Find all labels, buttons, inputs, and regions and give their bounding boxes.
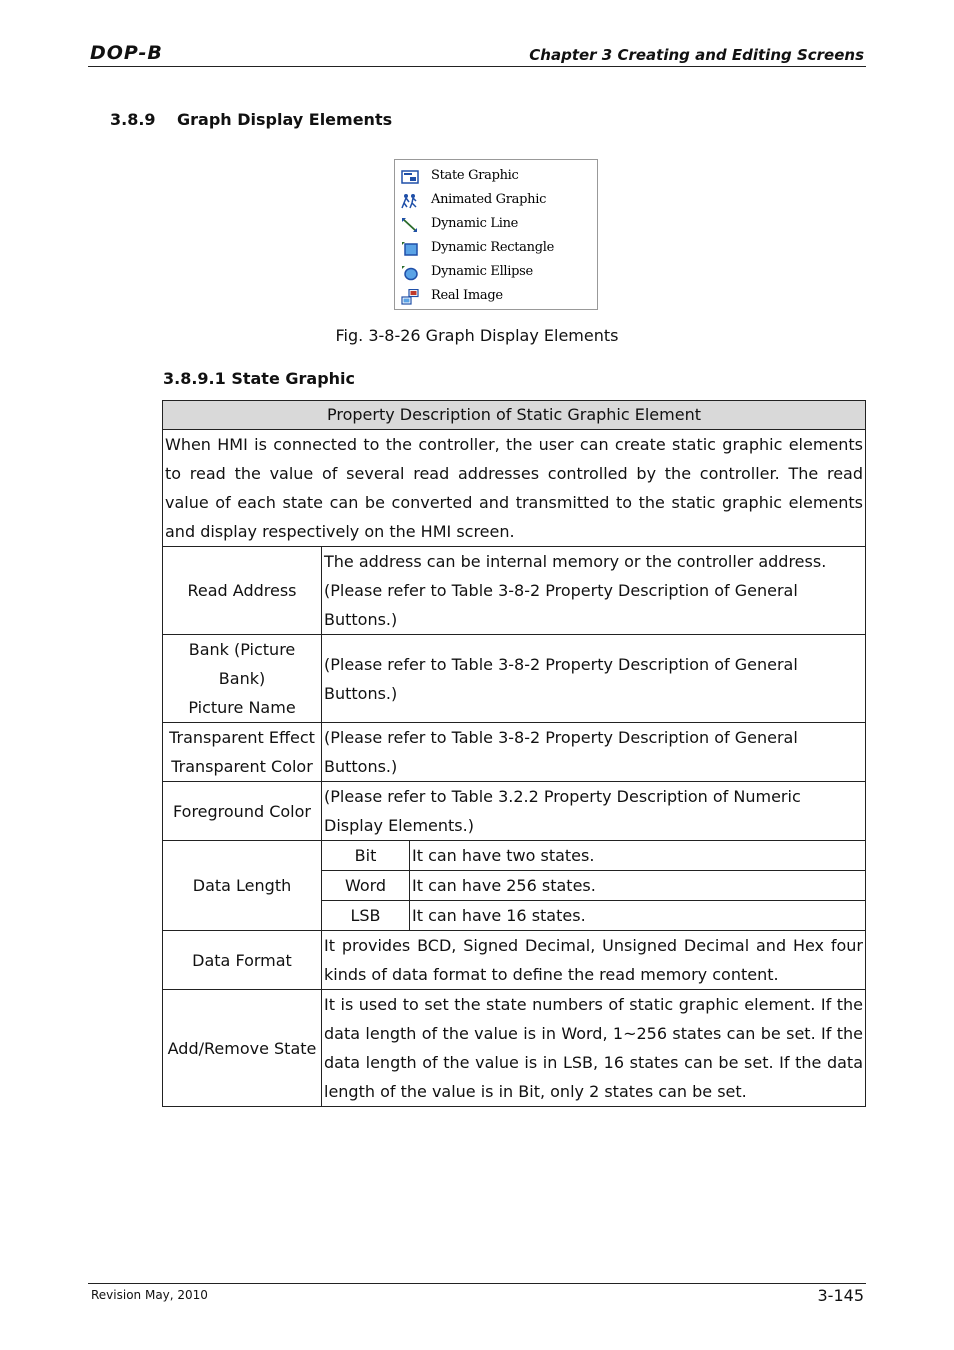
menu-item-dynamic-rectangle[interactable] <box>395 237 595 261</box>
row-description: (Please refer to Table 3-8-2 Property Description of General Buttons.) <box>322 635 866 723</box>
animated-graphic-icon <box>401 193 419 209</box>
table-header-row <box>163 401 866 430</box>
menu-item-label: Dynamic Rectangle <box>431 240 554 255</box>
table-header: Property Description of Static Graphic Element <box>163 401 866 430</box>
row-label: Add/Remove State <box>163 990 322 1107</box>
data-length-type: Bit <box>322 841 410 871</box>
menu-item-dynamic-line[interactable] <box>395 213 595 237</box>
state-graphic-icon <box>401 169 419 185</box>
row-label: Read Address <box>163 547 322 635</box>
row-label: Data Length <box>163 841 322 931</box>
table-row <box>163 990 866 1107</box>
row-description: It is used to set the state numbers of static graphic element. If the data length of the value is in Word, 1~256 states can be set. If the data length of the value is in LSB, 16 states can be set. If the data length of the value is in Bit, only 2 states can be set. <box>322 990 866 1107</box>
figure-caption: Fig. 3-8-26 Graph Display Elements <box>335 326 619 345</box>
row-label: Data Format <box>163 931 322 990</box>
row-description: (Please refer to Table 3-8-2 Property Description of General Buttons.) <box>322 723 866 782</box>
dynamic-rectangle-icon <box>401 241 419 257</box>
table-row <box>163 841 866 871</box>
menu-item-label: Dynamic Line <box>431 216 519 231</box>
data-length-description: It can have two states. <box>410 841 866 871</box>
data-length-type: Word <box>322 871 410 901</box>
table-row <box>163 430 866 547</box>
table-row <box>163 931 866 990</box>
row-description: (Please refer to Table 3.2.2 Property Description of Numeric Display Elements.) <box>322 782 866 841</box>
row-label-line: Transparent Effect <box>169 728 315 747</box>
row-description: It provides BCD, Signed Decimal, Unsigned Decimal and Hex four kinds of data format to define the read memory content. <box>322 931 866 990</box>
dynamic-line-icon <box>401 217 419 233</box>
row-label: Foreground Color <box>163 782 322 841</box>
page-number: 3-145 <box>817 1286 864 1305</box>
menu-item-state-graphic[interactable] <box>395 165 595 189</box>
data-length-description: It can have 16 states. <box>410 901 866 931</box>
section-number: 3.8.9 <box>110 110 156 129</box>
table-intro: When HMI is connected to the controller, the user can create static graphic elements to read the value of several read addresses controlled by the controller. The read value of each state can be converted and transmitted to the static graphic elements and display respectively on the HMI screen. <box>163 430 866 547</box>
menu-item-label: State Graphic <box>431 168 519 183</box>
menu-item-dynamic-ellipse[interactable] <box>395 261 595 285</box>
row-label-line: Bank (Picture Bank) <box>188 640 296 688</box>
table-row <box>163 635 866 723</box>
menu-item-label: Real Image <box>431 288 503 303</box>
revision-date: Revision May, 2010 <box>91 1288 208 1302</box>
property-table <box>162 400 866 1107</box>
chapter-title: Chapter 3 Creating and Editing Screens <box>529 46 864 64</box>
dop-b-logo: DOP-B <box>90 42 163 64</box>
menu-item-label: Animated Graphic <box>431 192 547 207</box>
row-label-line: Transparent Color <box>171 757 313 776</box>
row-label <box>163 723 322 782</box>
data-length-description: It can have 256 states. <box>410 871 866 901</box>
section-title-text: Graph Display Elements <box>177 110 393 129</box>
subsection-heading: 3.8.9.1 State Graphic <box>163 369 356 388</box>
row-label <box>163 635 322 723</box>
real-image-icon <box>401 289 419 305</box>
graph-elements-menu <box>394 159 598 310</box>
page-header <box>88 38 866 67</box>
menu-item-real-image[interactable] <box>395 285 595 309</box>
page-footer <box>88 1283 866 1305</box>
menu-item-label: Dynamic Ellipse <box>431 264 533 279</box>
table-row <box>163 547 866 635</box>
row-label-line: Picture Name <box>188 698 296 717</box>
dynamic-ellipse-icon <box>401 265 419 281</box>
table-row <box>163 723 866 782</box>
section-heading <box>110 110 392 129</box>
row-description: The address can be internal memory or the controller address. (Please refer to Table 3-8-2 Property Description of General Buttons.) <box>322 547 866 635</box>
table-row <box>163 782 866 841</box>
data-length-type: LSB <box>322 901 410 931</box>
menu-item-animated-graphic[interactable] <box>395 189 595 213</box>
